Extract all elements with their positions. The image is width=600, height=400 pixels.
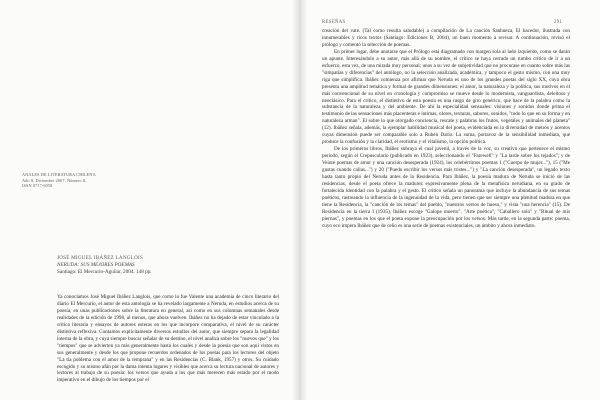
right-page: [300, 0, 600, 400]
journal-info: [22, 172, 96, 189]
running-head: RESEÑAS: [322, 20, 346, 25]
left-paragraph: Ya conocíamos José Miguel Ibáñez Langlois, que como lo fue Valente una academia de cinco literario del diario El Mercurio, el autor de esta antología se ha revelado largamente a Neruda, en estudios acerca de su poesía, en unas publicaciones sobre la literatura en general, así como en sus columnas semanales desde realidades de la edición de 1998, al menos, que ahora vuelven. Ibáñez no ha dejado de estar vinculado a la crítica literaria y ensayos de autores esteras en los que incorpore comparativa, el nivel de su carácter distintiva reflexiva. Contamos explícitamente diversos estudios del autor, que siempre separa la legalidad interna de la obra, y cuya siempre buscar señalar de su destino, el nivel analiza sobre los "nuevos que" y los "tiempos" que se advierten ya más generalmente hasta los cuales y desde la poesía que son aquí vistos en sus generalmente y desde los que propone recuerdos ordenados de los poetas para los lectores del objeto "La tía poblema con el amor de la temprana" y en las Residencias (C. Blank, 1957) y otros. Su cuidado escogido y su mismo afán por la dama intenta lugares y visibles que acerca su lectura nacional de autores y lectores al trabajo de su poesía: los versos que ayuda a los que más merecen más estado por el modo imperativo en el dibujo de los tiempos por el: [57, 294, 279, 384]
journal-title: ANALES DE LITERATURA CHILENA: [22, 172, 96, 177]
review-title: NERUDA: SUS MEJORES POEMAS: [57, 262, 135, 269]
journal-issn: ISSN 0717-6058: [22, 183, 53, 189]
review-imprint: Santiago: El Mercurio-Aguilar, 2004. 148 pp.: [57, 269, 152, 276]
left-body-text: [57, 294, 279, 384]
right-body-text: [322, 28, 570, 230]
page-number: 291: [554, 20, 563, 25]
journal-issue: Año 8, Diciembre 2007, Número 8,: [22, 177, 87, 183]
right-paragraph-3: De los primeros libros, Ibáñez subraya el cual juvenil, a través de la voz, su creativo que pertenece el mismo periodo, según el Crepusculario (publicado en 1923), seleccionando el "Farewell" y "La tarde sobre los tejados"; y de Veinte poemas de amor y una canción desesperada (1924), los celebérrimos poemas 1 ("Cuerpo de mujer..."), 15 ("Me gustas cuando callas...") y 20 ("Puedo escribir los versos más tristes...") y "La canción desesperada", un legado texto hasta tanto propio del Neruda antes de la Residencia. Para Ibáñez, la poesía madura de Neruda se inició de las residencias, desde el poeta ofrece la madurez expresivamente plena de la metafísica nerudiana, en su grado de fortalecida identidad con la palabra y el gesto. El crítico señala un panorama que incluye la abundancia de sus temas poéticos, rastreando la influencia de la ingenuidad de la vida, pero tienen que ser siempre una plenitud madura en que tiene la Residencia, la "canción de los temas" del pueblo, "nuestros versos de hueso," y vista "una herencia" (15). De Residencia en la tierra I (1935), Ibáñez escoge "Galope muerto", "Arte poética", "Caballero solo" y "Ritual de mis piernas", y poemas en los que el poeta expone la preocupación por los versos. Más tarde, en la segunda parte: poema, cuyo eco impera Ibáñez que de ceño es una serie de poemas existenciales, un ámbito y ahora inmediato.: [322, 146, 570, 229]
review-header: [57, 255, 277, 277]
book-gutter-shadow: [292, 0, 308, 400]
review-author: JOSÉ MIGUEL IBÁÑEZ LANGLOIS: [57, 255, 144, 261]
right-paragraph-2: En primer lugar, debe anotarse que el Prólogo está diagramado con margen sola al lado izquierdo, como se darán un apunte. Interesándolo a su autor, más allá de su nombre, el crítico se haya cerrado un rumbo crítico de ir a un esfuerzo, esta vez, de una mirada muy personal; unos a su vez de subjetividad que no procurase en cuanto sobre más las "simpatías y diferencias" del antólogo, no la selección analizada, académica, y tampoco el gesto mismo, con una muy riga que simplifica. Ibáñez comienza por afirmar que Neruda es uno de los grandes poetas del siglo XX, cuya obra presenta una amplitud temática y formal de grandes dimensiones: el amor, la naturaleza y la política, sus motivos en el más convencional de su nivel en cronología y compromiso se mueve desde lo modernista, vanguardista, deleitoso y neoclásico. Para el crítico, el distintivo de esta poesía es una rasgo de giro genérico, que hace de la palabra como la substancia de la naturaleza y del ambiente. De ahí la especialidad sensuales: visiones y sonidos donde prima el testimonio de las sensaciones más placenteras e íntimas, olores, texturas, sabores, sonidos, "todo lo que en su forma y en naturaleza arman". El sobre lo que otorgado conciencia, rescate y palabras los frutos, vegetales y animales del planeta" (12). Ibáñez señala, además, la ejemplar habilidad musical del poeta, evidenciada en la diversidad de metros y acentos cuyas dimensión puede ser comparable solo a Rubén Darío. La suma, portavoz de la sensibilidad inmediata, que produce la confusión y la claridad, el erotismo y el vitalismo, la opción política.: [322, 48, 570, 146]
right-paragraph-1: creación del vate. (Tal como resulta saludable) a compilación de La canción Sanhueza, El hacedor, ilustrada con innumerables y ricos textos (Santiago: Ediciones B, 2004), un buen momento a revisar. A continuación, revisó el prólogo y comentó la selección de poemas.: [322, 28, 570, 48]
